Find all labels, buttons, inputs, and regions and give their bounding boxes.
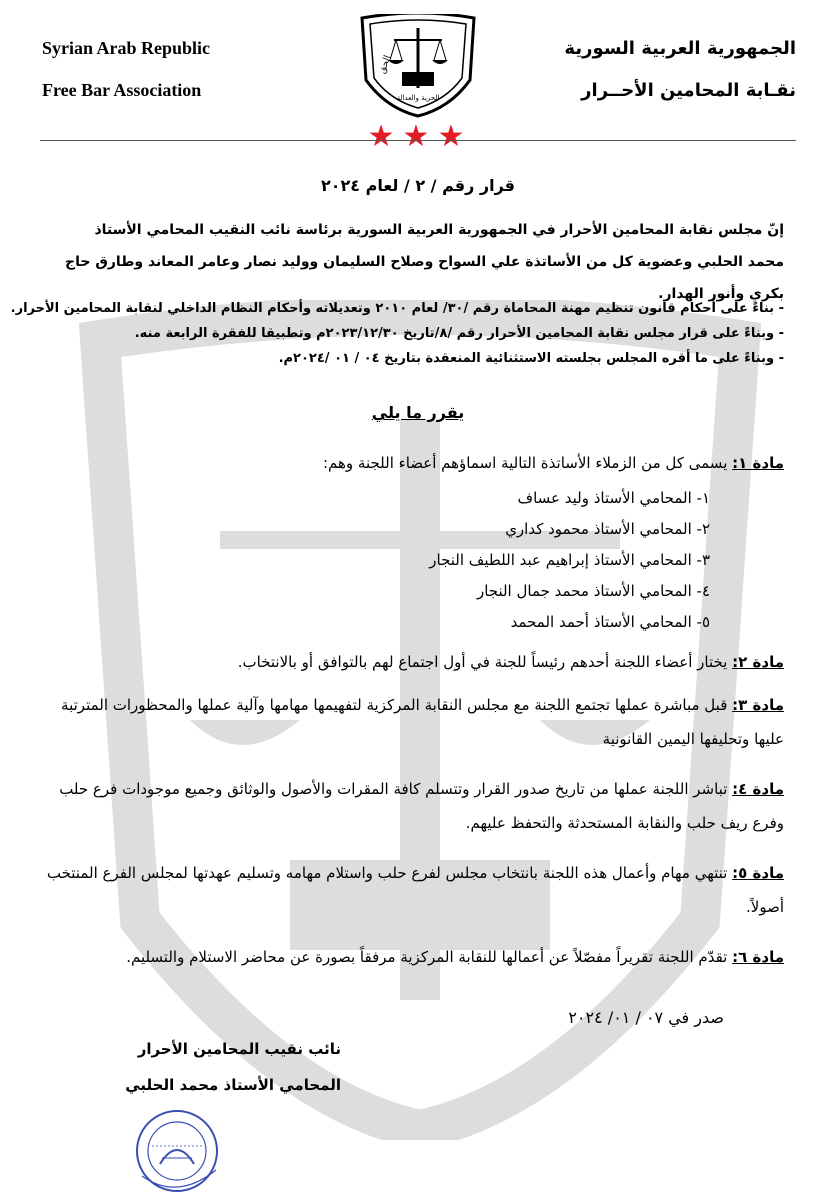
bar-association-emblem xyxy=(358,14,478,118)
legal-basis-item: - وبناءً على ما أقره المجلس بجلسته الاستثنائية المنعقدة بتاريخ ٠٤ / ٠١ /٢٠٢٤م. xyxy=(278,351,784,366)
article-label: مادة ٥: xyxy=(732,864,784,882)
intro-paragraph: إنّ مجلس نقابة المحامين الأحرار في الجمهورية العربية السورية برئاسة نائب النقيب المحامي الأستاذ محمد الحلبي وعضوية كل من الأساتذة علي السواح وصلاح السليمان ووليد نصار وعامر المعاند وطارق حاج بكري وأنور الهدار. xyxy=(65,222,784,302)
signer-title: نائب نقيب المحامين الأحرار xyxy=(137,1040,341,1058)
signer-name: المحامي الأستاذ محمد الحلبي xyxy=(125,1076,341,1094)
member-item: ٤- المحامي الأستاذ محمد جمال النجار xyxy=(476,582,710,600)
issue-date: صدر في ٠٧ / ٠١/ ٢٠٢٤ xyxy=(568,1008,724,1027)
emblem-inscription-top: الحق xyxy=(377,54,394,76)
article-text: تباشر اللجنة عملها من تاريخ صدور القرار وتتسلم كافة المقرات والأصول والوثائق وجميع موجودات فرع حلب وفرع ريف حلب والنقابة المستحدثة والتحفظ عليهم. xyxy=(59,780,784,832)
article-text: قبل مباشرة عملها تجتمع اللجنة مع مجلس النقابة المركزية لتفهيمها مهامها وآلية عملها والمحظورات المترتبة عليها وتحليفها اليمين القانونية xyxy=(61,696,784,748)
legal-basis-item: - بناءً على أحكام قانون تنظيم مهنة المحاماة رقم /٣٠/ لعام ٢٠١٠ وتعديلاته وأحكام النظام الداخلي لنقابة المحامين الأحرار. xyxy=(10,301,784,316)
member-item: ٣- المحامي الأستاذ إبراهيم عبد اللطيف النجار xyxy=(429,551,710,569)
legal-bases-list xyxy=(10,296,784,371)
article-3 xyxy=(38,688,784,756)
member-item: ٢- المحامي الأستاذ محمود كداري xyxy=(505,520,710,538)
article-2 xyxy=(38,645,784,679)
decides-heading: يقرر ما يلي xyxy=(371,403,465,422)
legal-basis-item: - وبناءً على قرار مجلس نقابة المحامين الأحرار رقم /٨/تاريخ ٢٠٢٣/١٢/٣٠م وتطبيقا للفقرة الرابعة منه. xyxy=(134,326,784,341)
organization-name-en: Free Bar Association xyxy=(42,80,202,100)
article-6 xyxy=(38,940,784,974)
country-name-ar: الجمهورية العربية السورية xyxy=(564,38,796,59)
decision-title: قرار رقم / ٢ / لعام ٢٠٢٤ xyxy=(320,176,516,195)
article-label: مادة ٢: xyxy=(732,653,784,671)
organization-name-ar: نقـابة المحامين الأحــرار xyxy=(581,80,796,101)
article-text: يختار أعضاء اللجنة أحدهم رئيساً للجنة في أول اجتماع لهم بالتوافق أو بالانتخاب. xyxy=(237,653,733,671)
article-text: تنتهي مهام وأعمال هذه اللجنة بانتخاب مجلس لفرع حلب واستلام مهامه وتسليم عهدتها لمجلس الفرع المنتخب أصولاً. xyxy=(46,864,784,916)
article-4 xyxy=(38,772,784,840)
article-label: مادة ٦: xyxy=(732,948,784,966)
article-label: مادة ١: xyxy=(732,454,784,472)
emblem-inscription-bottom: الحرية والعدالة xyxy=(396,94,440,102)
article-text: يسمى كل من الزملاء الأساتذة التالية اسماؤهم أعضاء اللجنة وهم: xyxy=(322,454,733,472)
article-5 xyxy=(38,856,784,924)
article-label: مادة ٤: xyxy=(732,780,784,798)
member-item: ٥- المحامي الأستاذ أحمد المحمد xyxy=(510,613,710,631)
article-label: مادة ٣: xyxy=(732,696,784,714)
country-name-en: Syrian Arab Republic xyxy=(42,38,211,58)
official-stamp xyxy=(132,1106,222,1196)
header-divider xyxy=(40,140,796,141)
committee-members-list xyxy=(429,483,710,638)
article-text: تقدّم اللجنة تقريراً مفصّلاً عن أعمالها للنقابة المركزية مرفقاً بصورة عن محاضر الاستلام والتسليم. xyxy=(126,948,733,966)
article-1 xyxy=(38,446,784,480)
member-item: ١- المحامي الأستاذ وليد عساف xyxy=(517,489,710,507)
three-red-stars: ★★★ xyxy=(367,119,473,154)
